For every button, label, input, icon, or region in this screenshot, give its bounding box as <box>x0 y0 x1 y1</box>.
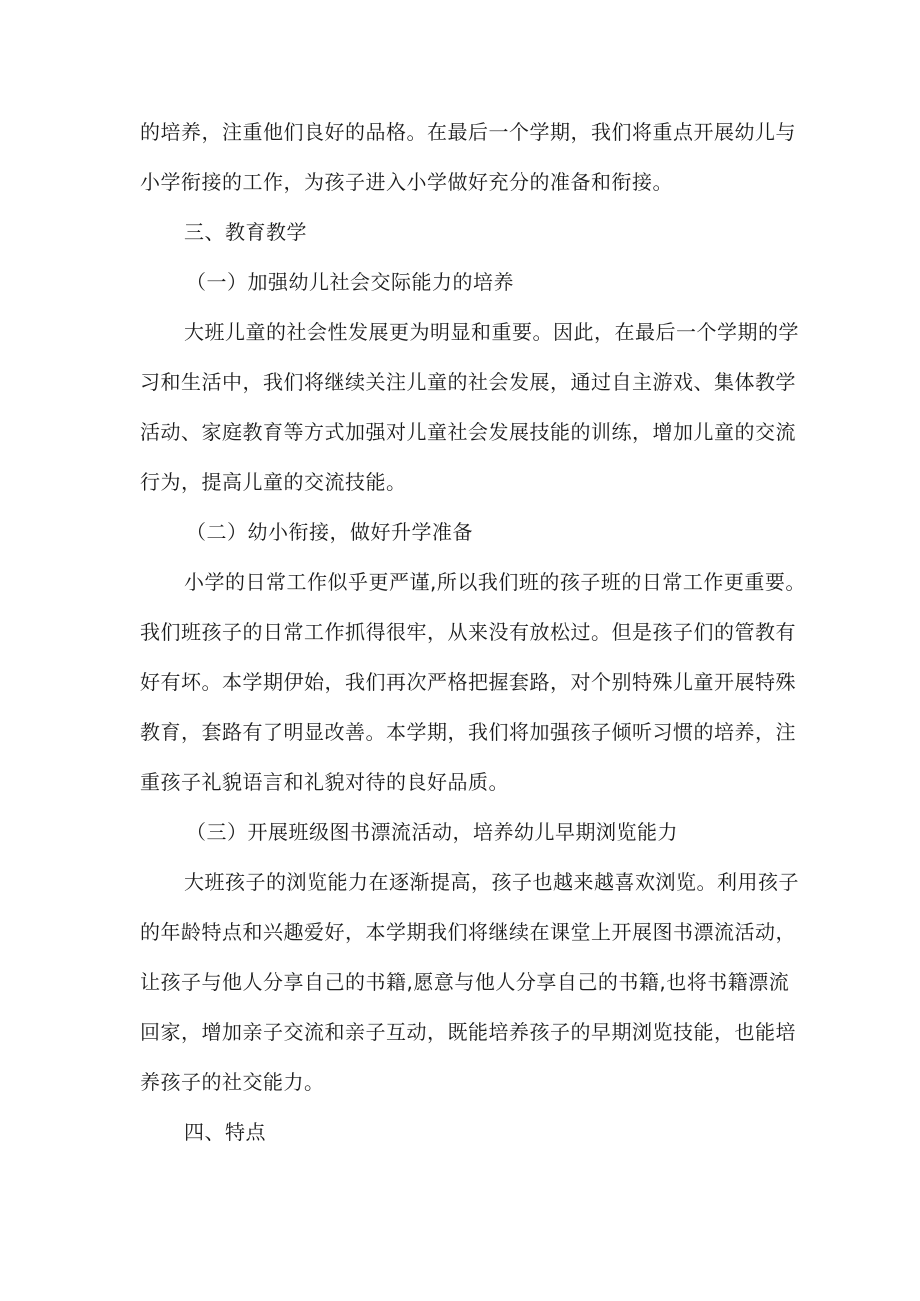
paragraph-line: 教育，套路有了明显改善。本学期，我们将加强孩子倾听习惯的培养，注 <box>140 720 796 744</box>
paragraph-line: 好有坏。本学期伊始，我们再次严格把握套路，对个别特殊儿童开展特殊 <box>140 670 796 694</box>
section-heading-3: 三、教育教学 <box>184 220 307 244</box>
paragraph-line: 小学衔接的工作，为孩子进入小学做好充分的准备和衔接。 <box>140 170 673 194</box>
paragraph-line: 的年龄特点和兴趣爱好，本学期我们将继续在课堂上开展图书漂流活动， <box>140 920 796 944</box>
paragraph-line: 我们班孩子的日常工作抓得很牢，从来没有放松过。但是孩子们的管教有 <box>140 620 796 644</box>
paragraph-line: 小学的日常工作似乎更严谨,所以我们班的孩子班的日常工作更重要。 <box>184 570 806 594</box>
paragraph-line: 活动、家庭教育等方式加强对儿童社会发展技能的训练，增加儿童的交流 <box>140 420 796 444</box>
paragraph-line: 大班孩子的浏览能力在逐渐提高，孩子也越来越喜欢浏览。利用孩子 <box>184 870 799 894</box>
paragraph-line: 行为，提高儿童的交流技能。 <box>140 470 407 494</box>
paragraph-line: 让孩子与他人分享自己的书籍,愿意与他人分享自己的书籍,也将书籍漂流 <box>140 970 790 994</box>
subsection-heading-1: （一）加强幼儿社会交际能力的培养 <box>186 270 514 294</box>
paragraph-line: 回家，增加亲子交流和亲子互动，既能培养孩子的早期浏览技能，也能培 <box>140 1020 796 1044</box>
paragraph-line: 重孩子礼貌语言和礼貌对待的良好品质。 <box>140 770 509 794</box>
paragraph-line: 习和生活中，我们将继续关注儿童的社会发展，通过自主游戏、集体教学 <box>140 370 796 394</box>
section-heading-4: 四、特点 <box>184 1120 266 1144</box>
subsection-heading-3: （三）开展班级图书漂流活动，培养幼儿早期浏览能力 <box>186 820 678 844</box>
paragraph-line: 的培养，注重他们良好的品格。在最后一个学期，我们将重点开展幼儿与 <box>140 120 796 144</box>
paragraph-line: 大班儿童的社会性发展更为明显和重要。因此，在最后一个学期的学 <box>184 320 799 344</box>
subsection-heading-2: （二）幼小衔接，做好升学准备 <box>186 520 473 544</box>
paragraph-line: 养孩子的社交能力。 <box>140 1070 325 1094</box>
